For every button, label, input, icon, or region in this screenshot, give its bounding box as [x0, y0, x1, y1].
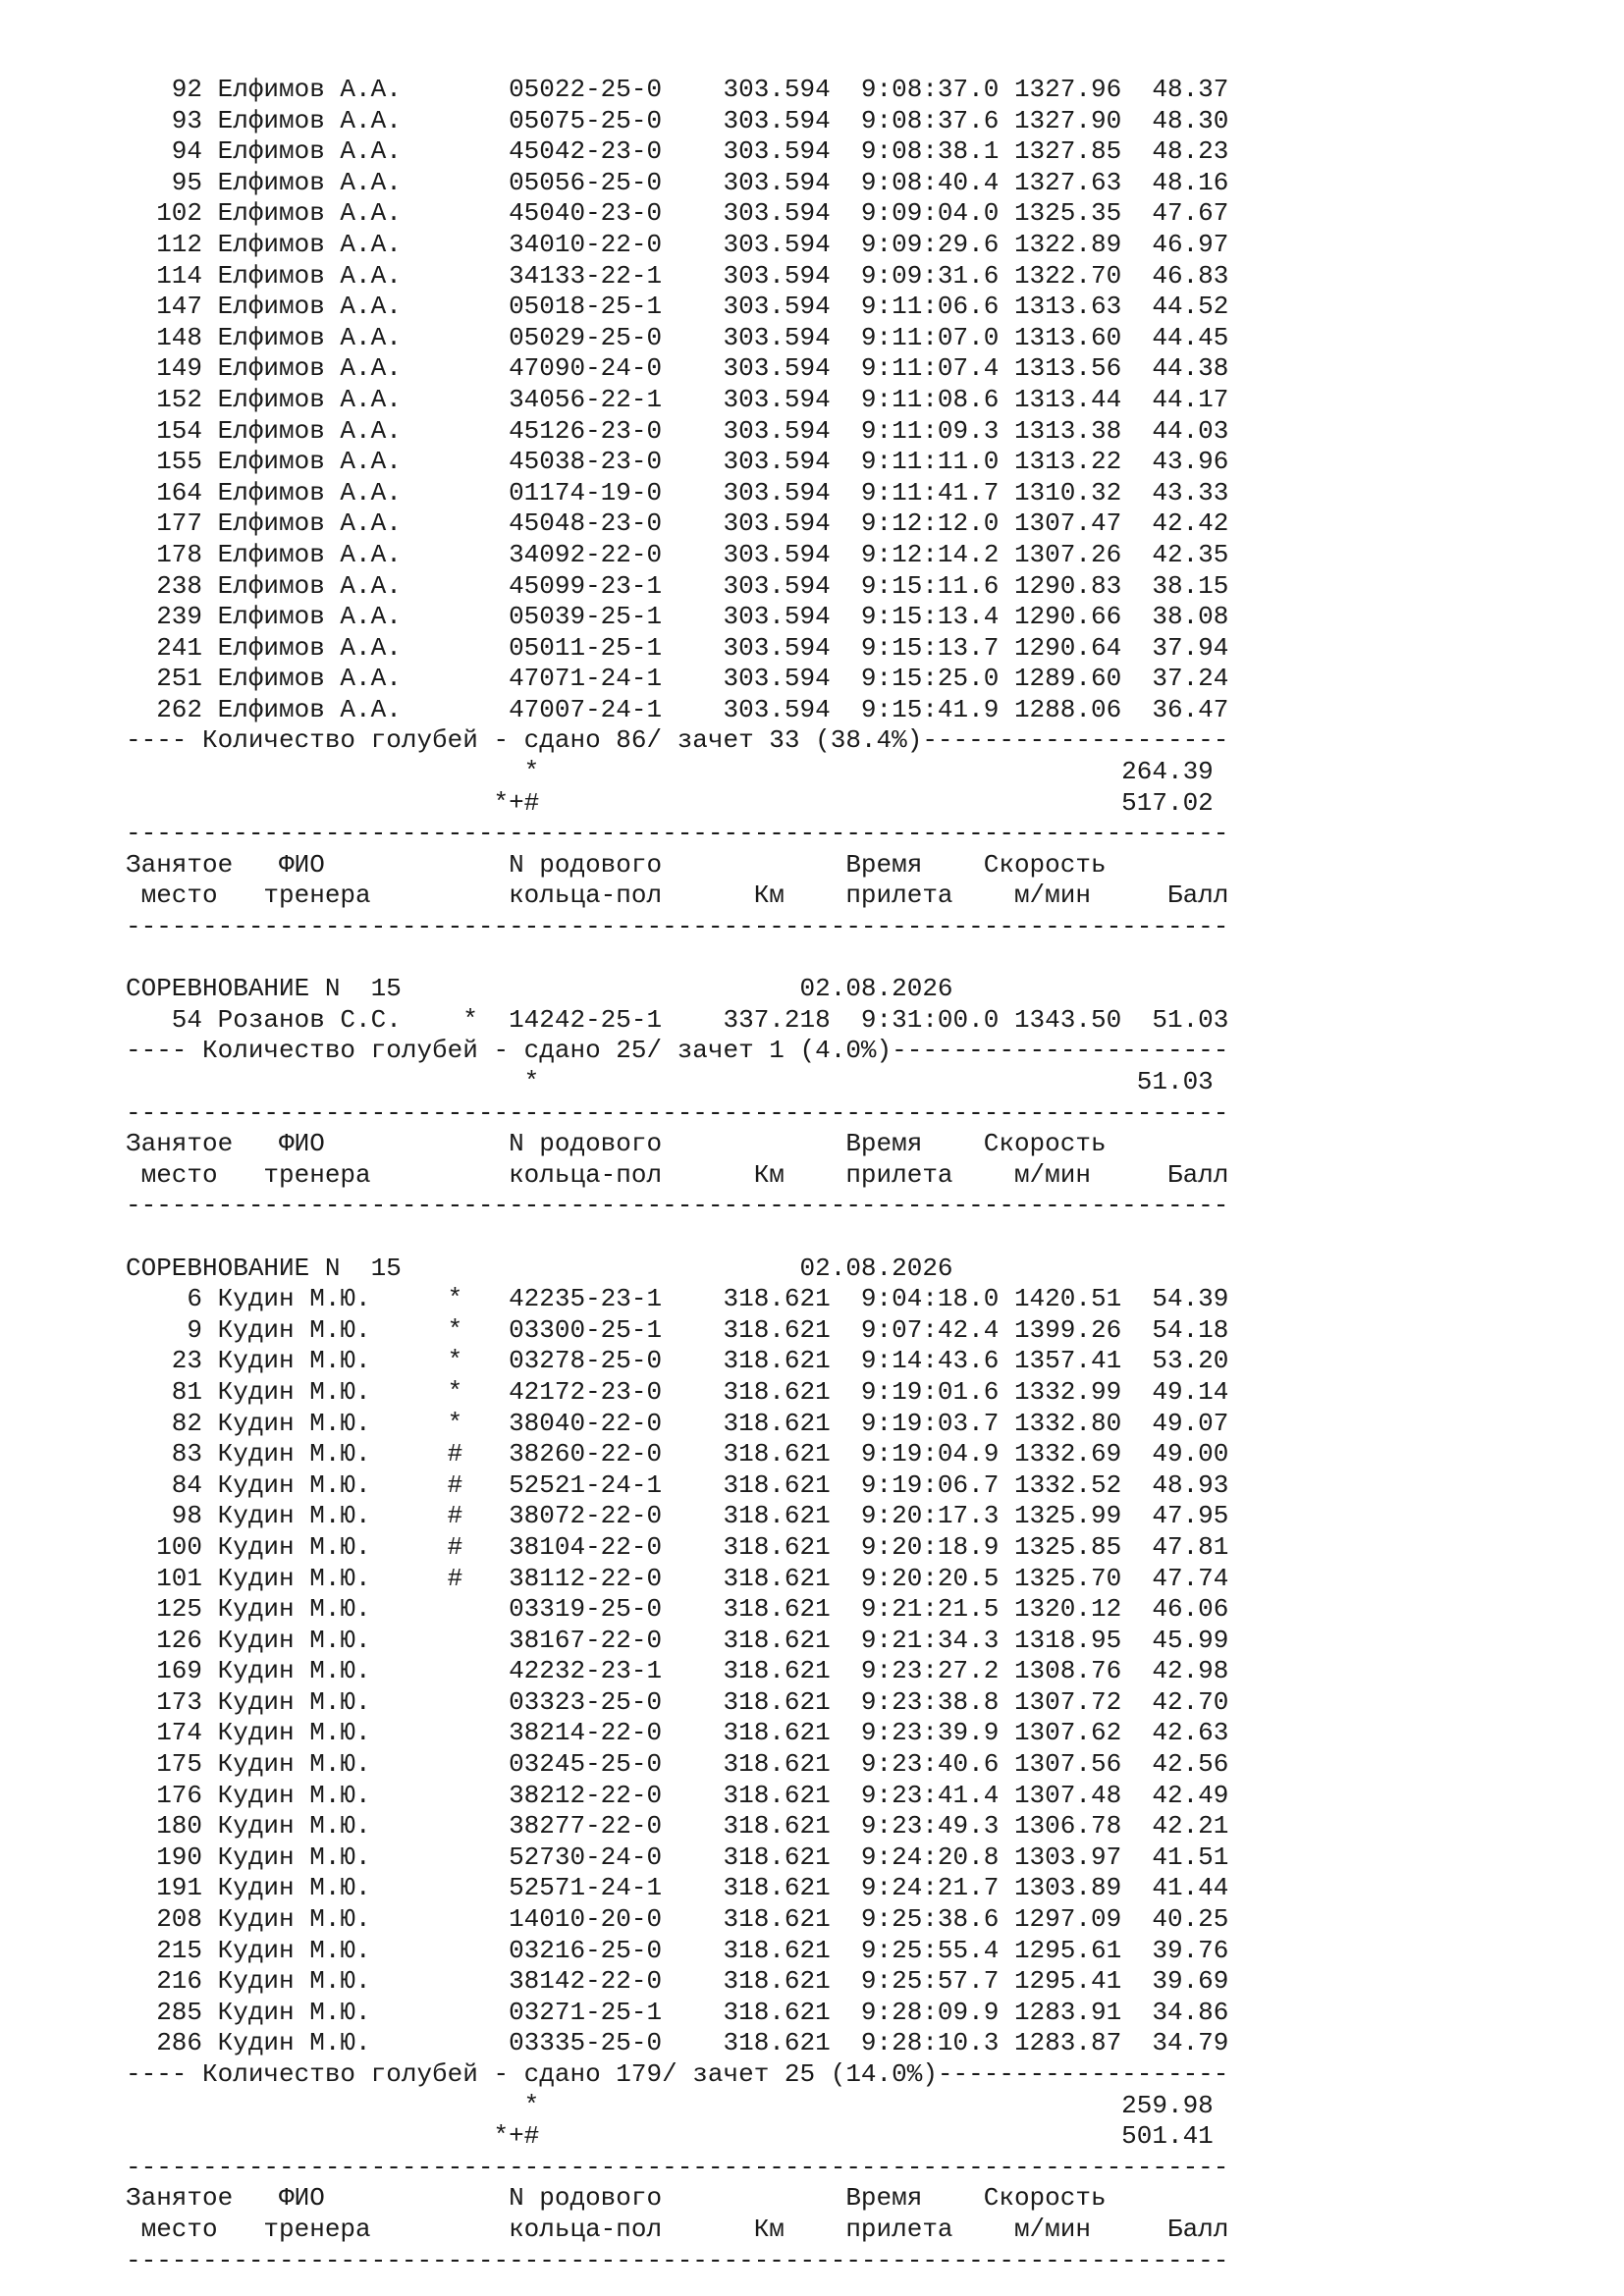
- result-row: 92 Елфимов А.А. 05022-25-0 303.594 9:08:37.0 1327.96 48.37: [126, 75, 1229, 104]
- result-row: 98 Кудин М.Ю. # 38072-22-0 318.621 9:20:17.3 1325.99 47.95: [126, 1501, 1229, 1531]
- result-row: 174 Кудин М.Ю. 38214-22-0 318.621 9:23:39.9 1307.62 42.63: [126, 1718, 1229, 1748]
- result-row: 216 Кудин М.Ю. 38142-22-0 318.621 9:25:57.7 1295.41 39.69: [126, 1966, 1229, 1997]
- points-total-line: * 51.03: [126, 1067, 1214, 1096]
- result-row: 102 Елфимов А.А. 45040-23-0 303.594 9:09:04.0 1325.35 47.67: [126, 198, 1229, 229]
- blank-line: [126, 1222, 1228, 1254]
- result-row: 54 Розанов С.С. * 14242-25-1 337.218 9:31:00.0 1343.50 51.03: [126, 1004, 1229, 1035]
- result-row: 169 Кудин М.Ю. 42232-23-1 318.621 9:23:27.2 1308.76 42.98: [126, 1656, 1229, 1686]
- result-row: 6 Кудин М.Ю. * 42235-23-1 318.621 9:04:18.0 1420.51 54.39: [126, 1284, 1229, 1314]
- result-row: 101 Кудин М.Ю. # 38112-22-0 318.621 9:20:20.5 1325.70 47.74: [126, 1563, 1229, 1593]
- result-row: 83 Кудин М.Ю. # 38260-22-0 318.621 9:19:04.9 1332.69 49.00: [126, 1439, 1229, 1469]
- result-row: 262 Елфимов А.А. 47007-24-1 303.594 9:15:41.9 1288.06 36.47: [126, 694, 1229, 724]
- points-total-line: * 259.98: [126, 2090, 1214, 2120]
- result-row: 177 Елфимов А.А. 45048-23-0 303.594 9:12:12.0 1307.47 42.42: [126, 508, 1229, 539]
- result-row: 93 Елфимов А.А. 05075-25-0 303.594 9:08:37.6 1327.90 48.30: [126, 105, 1229, 135]
- column-header-line: Занятое ФИО N родового Время Скорость: [126, 2183, 1107, 2214]
- result-row: 23 Кудин М.Ю. * 03278-25-0 318.621 9:14:43.6 1357.41 53.20: [126, 1346, 1229, 1376]
- result-row: 147 Елфимов А.А. 05018-25-1 303.594 9:11:06.6 1313.63 44.52: [126, 292, 1229, 322]
- result-row: 154 Елфимов А.А. 45126-23-0 303.594 9:11:09.3 1313.38 44.03: [126, 415, 1229, 446]
- result-row: 84 Кудин М.Ю. # 52521-24-1 318.621 9:19:06.7 1332.52 48.93: [126, 1469, 1229, 1500]
- column-header-line: место тренера кольца-пол Км прилета м/мин Балл: [126, 1159, 1229, 1190]
- result-row: 173 Кудин М.Ю. 03323-25-0 318.621 9:23:38.8 1307.72 42.70: [126, 1686, 1229, 1717]
- result-row: 176 Кудин М.Ю. 38212-22-0 318.621 9:23:41.4 1307.48 42.49: [126, 1780, 1229, 1810]
- separator-line: ------------------------------------------------------------------------: [126, 2152, 1229, 2182]
- pigeon-count-line: ---- Количество голубей - сдано 25/ зачет 1 (4.0%)----------------------: [126, 1036, 1229, 1066]
- result-row: 81 Кудин М.Ю. * 42172-23-0 318.621 9:19:01.6 1332.99 49.14: [126, 1376, 1229, 1407]
- separator-line: ------------------------------------------------------------------------: [126, 2245, 1229, 2275]
- result-row: 285 Кудин М.Ю. 03271-25-1 318.621 9:28:09.9 1283.91 34.86: [126, 1997, 1229, 2027]
- results-printout: [126, 75, 1228, 2276]
- result-row: 148 Елфимов А.А. 05029-25-0 303.594 9:11:07.0 1313.60 44.45: [126, 322, 1229, 352]
- result-row: 208 Кудин М.Ю. 14010-20-0 318.621 9:25:38.6 1297.09 40.25: [126, 1904, 1229, 1935]
- points-total-line: *+# 517.02: [126, 787, 1214, 818]
- result-row: 286 Кудин М.Ю. 03335-25-0 318.621 9:28:10.3 1283.87 34.79: [126, 2028, 1229, 2058]
- result-row: 251 Елфимов А.А. 47071-24-1 303.594 9:15:25.0 1289.60 37.24: [126, 664, 1229, 694]
- result-row: 152 Елфимов А.А. 34056-22-1 303.594 9:11:08.6 1313.44 44.17: [126, 384, 1229, 414]
- points-total-line: * 264.39: [126, 757, 1214, 787]
- result-row: 126 Кудин М.Ю. 38167-22-0 318.621 9:21:34.3 1318.95 45.99: [126, 1625, 1229, 1655]
- result-row: 155 Елфимов А.А. 45038-23-0 303.594 9:11:11.0 1313.22 43.96: [126, 447, 1229, 477]
- competition-heading: СОРЕВНОВАНИЕ N 15 02.08.2026: [126, 974, 953, 1004]
- column-header-line: Занятое ФИО N родового Время Скорость: [126, 849, 1107, 880]
- result-row: 125 Кудин М.Ю. 03319-25-0 318.621 9:21:21.5 1320.12 46.06: [126, 1594, 1229, 1625]
- result-row: 82 Кудин М.Ю. * 38040-22-0 318.621 9:19:03.7 1332.80 49.07: [126, 1408, 1229, 1438]
- pigeon-count-line: ---- Количество голубей - сдано 86/ зачет 33 (38.4%)--------------------: [126, 725, 1229, 756]
- competition-heading: СОРЕВНОВАНИЕ N 15 02.08.2026: [126, 1253, 953, 1283]
- blank-line: [126, 943, 1228, 975]
- separator-line: ------------------------------------------------------------------------: [126, 1191, 1229, 1221]
- result-row: 9 Кудин М.Ю. * 03300-25-1 318.621 9:07:42.4 1399.26 54.18: [126, 1314, 1229, 1345]
- result-row: 94 Елфимов А.А. 45042-23-0 303.594 9:08:38.1 1327.85 48.23: [126, 136, 1229, 167]
- column-header-line: место тренера кольца-пол Км прилета м/мин Балл: [126, 2214, 1229, 2244]
- result-row: 178 Елфимов А.А. 34092-22-0 303.594 9:12:14.2 1307.26 42.35: [126, 539, 1229, 569]
- result-row: 180 Кудин М.Ю. 38277-22-0 318.621 9:23:49.3 1306.78 42.21: [126, 1811, 1229, 1842]
- result-row: 112 Елфимов А.А. 34010-22-0 303.594 9:09:29.6 1322.89 46.97: [126, 229, 1229, 259]
- result-row: 238 Елфимов А.А. 45099-23-1 303.594 9:15:11.6 1290.83 38.15: [126, 570, 1229, 601]
- result-row: 175 Кудин М.Ю. 03245-25-0 318.621 9:23:40.6 1307.56 42.56: [126, 1749, 1229, 1780]
- result-row: 164 Елфимов А.А. 01174-19-0 303.594 9:11:41.7 1310.32 43.33: [126, 477, 1229, 507]
- result-row: 190 Кудин М.Ю. 52730-24-0 318.621 9:24:20.8 1303.97 41.51: [126, 1842, 1229, 1872]
- result-row: 215 Кудин М.Ю. 03216-25-0 318.621 9:25:55.4 1295.61 39.76: [126, 1935, 1229, 1965]
- result-row: 114 Елфимов А.А. 34133-22-1 303.594 9:09:31.6 1322.70 46.83: [126, 260, 1229, 291]
- separator-line: ------------------------------------------------------------------------: [126, 819, 1229, 849]
- result-row: 95 Елфимов А.А. 05056-25-0 303.594 9:08:40.4 1327.63 48.16: [126, 167, 1229, 197]
- result-row: 241 Елфимов А.А. 05011-25-1 303.594 9:15:13.7 1290.64 37.94: [126, 632, 1229, 663]
- separator-line: ------------------------------------------------------------------------: [126, 1097, 1229, 1128]
- separator-line: ------------------------------------------------------------------------: [126, 912, 1229, 942]
- result-row: 191 Кудин М.Ю. 52571-24-1 318.621 9:24:21.7 1303.89 41.44: [126, 1873, 1229, 1903]
- result-row: 100 Кудин М.Ю. # 38104-22-0 318.621 9:20:18.9 1325.85 47.81: [126, 1531, 1229, 1562]
- column-header-line: место тренера кольца-пол Км прилета м/мин Балл: [126, 881, 1229, 911]
- result-row: 239 Елфимов А.А. 05039-25-1 303.594 9:15:13.4 1290.66 38.08: [126, 602, 1229, 632]
- result-row: 149 Елфимов А.А. 47090-24-0 303.594 9:11:07.4 1313.56 44.38: [126, 353, 1229, 384]
- column-header-line: Занятое ФИО N родового Время Скорость: [126, 1129, 1107, 1159]
- pigeon-count-line: ---- Количество голубей - сдано 179/ зачет 25 (14.0%)-------------------: [126, 2059, 1229, 2089]
- points-total-line: *+# 501.41: [126, 2121, 1214, 2152]
